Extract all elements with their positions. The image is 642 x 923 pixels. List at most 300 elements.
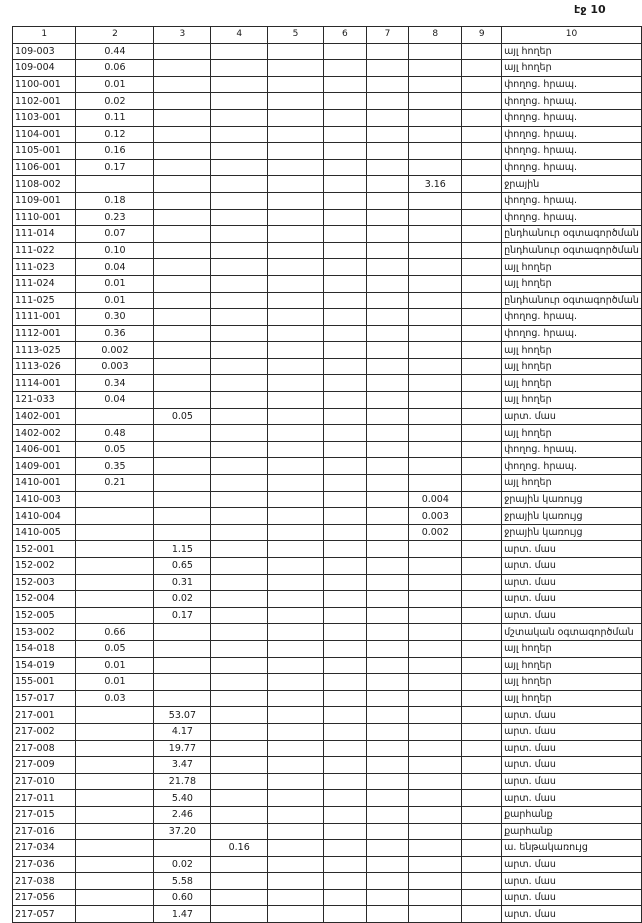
cell-col-3 <box>154 43 211 60</box>
cell-col-7 <box>366 292 409 309</box>
cell-col-7 <box>366 690 409 707</box>
cell-col-8 <box>409 640 462 657</box>
cell-col-1: 1100-001 <box>13 76 76 93</box>
table-row <box>13 209 642 226</box>
cell-col-6 <box>324 76 367 93</box>
cell-col-8 <box>409 607 462 624</box>
cell-col-4 <box>211 906 268 923</box>
cell-col-4 <box>211 889 268 906</box>
cell-col-1: 152-004 <box>13 591 76 608</box>
cell-col-3 <box>154 690 211 707</box>
table-row <box>13 109 642 126</box>
cell-col-1: 1102-001 <box>13 93 76 110</box>
cell-col-5 <box>268 292 324 309</box>
cell-col-4 <box>211 292 268 309</box>
cell-col-6 <box>324 723 367 740</box>
cell-col-1: 1104-001 <box>13 126 76 143</box>
table-row <box>13 392 642 409</box>
cell-col-6 <box>324 906 367 923</box>
table-row <box>13 806 642 823</box>
cell-col-10: արտ. մաս <box>502 541 642 558</box>
table-row <box>13 226 642 243</box>
cell-col-9 <box>462 508 502 525</box>
cell-col-10: արտ. մաս <box>502 790 642 807</box>
cell-col-4 <box>211 823 268 840</box>
cell-col-4 <box>211 624 268 641</box>
table-row <box>13 126 642 143</box>
cell-col-8 <box>409 292 462 309</box>
cell-col-10: արտ. մաս <box>502 773 642 790</box>
cell-col-9 <box>462 906 502 923</box>
cell-col-10: արտ. մաս <box>502 723 642 740</box>
cell-col-10: արտ. մաս <box>502 906 642 923</box>
cell-col-7 <box>366 408 409 425</box>
cell-col-7 <box>366 275 409 292</box>
cell-col-7 <box>366 209 409 226</box>
cell-col-9 <box>462 126 502 143</box>
table-row <box>13 574 642 591</box>
table-row <box>13 342 642 359</box>
cell-col-5 <box>268 375 324 392</box>
cell-col-5 <box>268 790 324 807</box>
column-header-9: 9 <box>462 27 502 44</box>
cell-col-3 <box>154 657 211 674</box>
cell-col-9 <box>462 93 502 110</box>
cell-col-3 <box>154 242 211 259</box>
cell-col-8 <box>409 342 462 359</box>
cell-col-5 <box>268 441 324 458</box>
table-row <box>13 591 642 608</box>
cell-col-7 <box>366 508 409 525</box>
cell-col-10: այլ հողեր <box>502 640 642 657</box>
table-row <box>13 176 642 193</box>
cell-col-7 <box>366 93 409 110</box>
cell-col-9 <box>462 309 502 326</box>
cell-col-4 <box>211 192 268 209</box>
cell-col-10: ընդհանուր օգտագործման <box>502 292 642 309</box>
cell-col-5 <box>268 458 324 475</box>
cell-col-3: 19.77 <box>154 740 211 757</box>
cell-col-8 <box>409 840 462 857</box>
cell-col-1: 217-034 <box>13 840 76 857</box>
cell-col-1: 217-010 <box>13 773 76 790</box>
cell-col-2: 0.12 <box>76 126 154 143</box>
cell-col-3 <box>154 425 211 442</box>
cell-col-5 <box>268 60 324 77</box>
cell-col-2 <box>76 757 154 774</box>
cell-col-1: 217-009 <box>13 757 76 774</box>
table-row <box>13 475 642 492</box>
cell-col-5 <box>268 342 324 359</box>
cell-col-9 <box>462 591 502 608</box>
cell-col-6 <box>324 309 367 326</box>
land-registry-table <box>12 26 642 923</box>
cell-col-3: 0.65 <box>154 558 211 575</box>
cell-col-9 <box>462 275 502 292</box>
cell-col-7 <box>366 740 409 757</box>
cell-col-4 <box>211 524 268 541</box>
cell-col-1: 1111-001 <box>13 309 76 326</box>
cell-col-6 <box>324 109 367 126</box>
table-row <box>13 856 642 873</box>
cell-col-8 <box>409 408 462 425</box>
cell-col-2: 0.16 <box>76 143 154 160</box>
cell-col-9 <box>462 458 502 475</box>
cell-col-4 <box>211 408 268 425</box>
cell-col-8 <box>409 375 462 392</box>
cell-col-10: այլ հողեր <box>502 425 642 442</box>
cell-col-2: 0.17 <box>76 159 154 176</box>
cell-col-8 <box>409 806 462 823</box>
column-header-10: 10 <box>502 27 642 44</box>
cell-col-8 <box>409 823 462 840</box>
cell-col-10: այլ հողեր <box>502 392 642 409</box>
cell-col-1: 152-002 <box>13 558 76 575</box>
cell-col-2: 0.03 <box>76 690 154 707</box>
cell-col-6 <box>324 408 367 425</box>
cell-col-4 <box>211 873 268 890</box>
cell-col-2 <box>76 873 154 890</box>
cell-col-8 <box>409 60 462 77</box>
cell-col-10: փողոց. հրապ. <box>502 458 642 475</box>
cell-col-3: 0.02 <box>154 591 211 608</box>
table-row <box>13 458 642 475</box>
cell-col-3 <box>154 840 211 857</box>
cell-col-3 <box>154 159 211 176</box>
cell-col-3 <box>154 275 211 292</box>
cell-col-8 <box>409 392 462 409</box>
cell-col-10: փողոց. հրապ. <box>502 209 642 226</box>
cell-col-2: 0.18 <box>76 192 154 209</box>
cell-col-4 <box>211 441 268 458</box>
cell-col-10: արտ. մաս <box>502 873 642 890</box>
cell-col-9 <box>462 209 502 226</box>
cell-col-5 <box>268 690 324 707</box>
cell-col-2: 0.002 <box>76 342 154 359</box>
cell-col-5 <box>268 159 324 176</box>
cell-col-8 <box>409 425 462 442</box>
cell-col-9 <box>462 856 502 873</box>
cell-col-4 <box>211 508 268 525</box>
cell-col-8: 0.004 <box>409 491 462 508</box>
cell-col-1: 1106-001 <box>13 159 76 176</box>
cell-col-2: 0.01 <box>76 275 154 292</box>
cell-col-10: այլ հողեր <box>502 690 642 707</box>
cell-col-1: 1103-001 <box>13 109 76 126</box>
cell-col-3 <box>154 192 211 209</box>
cell-col-8 <box>409 856 462 873</box>
cell-col-5 <box>268 640 324 657</box>
cell-col-7 <box>366 823 409 840</box>
cell-col-7 <box>366 558 409 575</box>
cell-col-1: 1110-001 <box>13 209 76 226</box>
cell-col-5 <box>268 873 324 890</box>
cell-col-5 <box>268 491 324 508</box>
cell-col-6 <box>324 806 367 823</box>
column-header-1: 1 <box>13 27 76 44</box>
cell-col-1: 217-001 <box>13 707 76 724</box>
cell-col-5 <box>268 707 324 724</box>
cell-col-4 <box>211 309 268 326</box>
cell-col-2: 0.04 <box>76 259 154 276</box>
cell-col-3 <box>154 126 211 143</box>
cell-col-3 <box>154 325 211 342</box>
cell-col-6 <box>324 441 367 458</box>
cell-col-5 <box>268 176 324 193</box>
column-header-2: 2 <box>76 27 154 44</box>
table-row <box>13 790 642 807</box>
cell-col-8 <box>409 143 462 160</box>
cell-col-1: 217-057 <box>13 906 76 923</box>
cell-col-9 <box>462 342 502 359</box>
cell-col-2 <box>76 607 154 624</box>
cell-col-3: 2.46 <box>154 806 211 823</box>
table-row <box>13 906 642 923</box>
cell-col-3 <box>154 674 211 691</box>
cell-col-1: 121-033 <box>13 392 76 409</box>
cell-col-3 <box>154 259 211 276</box>
cell-col-4 <box>211 209 268 226</box>
cell-col-4 <box>211 126 268 143</box>
cell-col-6 <box>324 375 367 392</box>
cell-col-9 <box>462 392 502 409</box>
cell-col-2 <box>76 707 154 724</box>
cell-col-5 <box>268 109 324 126</box>
cell-col-10: փողոց. հրապ. <box>502 109 642 126</box>
header-row <box>13 27 642 44</box>
cell-col-1: 1114-001 <box>13 375 76 392</box>
cell-col-6 <box>324 558 367 575</box>
cell-col-3 <box>154 292 211 309</box>
cell-col-3 <box>154 209 211 226</box>
cell-col-9 <box>462 292 502 309</box>
cell-col-8 <box>409 657 462 674</box>
cell-col-9 <box>462 226 502 243</box>
cell-col-9 <box>462 558 502 575</box>
table-row <box>13 325 642 342</box>
cell-col-10: այլ հողեր <box>502 358 642 375</box>
cell-col-10: փողոց. հրապ. <box>502 76 642 93</box>
cell-col-5 <box>268 524 324 541</box>
cell-col-5 <box>268 657 324 674</box>
cell-col-2 <box>76 408 154 425</box>
cell-col-9 <box>462 524 502 541</box>
cell-col-5 <box>268 408 324 425</box>
cell-col-6 <box>324 591 367 608</box>
cell-col-9 <box>462 176 502 193</box>
cell-col-6 <box>324 856 367 873</box>
cell-col-10: քարհանք <box>502 806 642 823</box>
cell-col-1: 154-019 <box>13 657 76 674</box>
cell-col-9 <box>462 375 502 392</box>
cell-col-5 <box>268 856 324 873</box>
cell-col-4 <box>211 109 268 126</box>
cell-col-7 <box>366 441 409 458</box>
table-row <box>13 43 642 60</box>
cell-col-6 <box>324 690 367 707</box>
cell-col-6 <box>324 425 367 442</box>
cell-col-2: 0.02 <box>76 93 154 110</box>
table-row <box>13 60 642 77</box>
cell-col-10: այլ հողեր <box>502 475 642 492</box>
table-row <box>13 259 642 276</box>
cell-col-7 <box>366 889 409 906</box>
cell-col-6 <box>324 823 367 840</box>
cell-col-3: 0.05 <box>154 408 211 425</box>
cell-col-6 <box>324 707 367 724</box>
cell-col-7 <box>366 325 409 342</box>
cell-col-1: 1409-001 <box>13 458 76 475</box>
cell-col-7 <box>366 640 409 657</box>
cell-col-2 <box>76 591 154 608</box>
cell-col-6 <box>324 873 367 890</box>
cell-col-4 <box>211 707 268 724</box>
cell-col-3: 0.17 <box>154 607 211 624</box>
cell-col-5 <box>268 541 324 558</box>
table-body <box>13 43 642 922</box>
cell-col-10: այլ հողեր <box>502 375 642 392</box>
cell-col-4 <box>211 358 268 375</box>
cell-col-10: ընդհանուր օգտագործման <box>502 226 642 243</box>
cell-col-9 <box>462 640 502 657</box>
cell-col-8 <box>409 740 462 757</box>
table-row <box>13 159 642 176</box>
cell-col-7 <box>366 342 409 359</box>
cell-col-4 <box>211 458 268 475</box>
cell-col-5 <box>268 242 324 259</box>
table-row <box>13 242 642 259</box>
cell-col-1: 1108-002 <box>13 176 76 193</box>
cell-col-4 <box>211 773 268 790</box>
cell-col-2: 0.01 <box>76 292 154 309</box>
cell-col-7 <box>366 475 409 492</box>
cell-col-9 <box>462 889 502 906</box>
table-row <box>13 143 642 160</box>
cell-col-1: 1113-026 <box>13 358 76 375</box>
column-header-4: 4 <box>211 27 268 44</box>
cell-col-2: 0.44 <box>76 43 154 60</box>
cell-col-4 <box>211 43 268 60</box>
cell-col-7 <box>366 109 409 126</box>
cell-col-5 <box>268 889 324 906</box>
cell-col-8: 0.003 <box>409 508 462 525</box>
cell-col-6 <box>324 358 367 375</box>
cell-col-4 <box>211 657 268 674</box>
cell-col-3: 5.58 <box>154 873 211 890</box>
cell-col-1: 1410-001 <box>13 475 76 492</box>
cell-col-9 <box>462 873 502 890</box>
cell-col-1: 152-001 <box>13 541 76 558</box>
cell-col-2: 0.05 <box>76 441 154 458</box>
cell-col-8 <box>409 209 462 226</box>
cell-col-8 <box>409 773 462 790</box>
cell-col-3: 1.15 <box>154 541 211 558</box>
cell-col-1: 1113-025 <box>13 342 76 359</box>
cell-col-5 <box>268 425 324 442</box>
cell-col-8 <box>409 873 462 890</box>
cell-col-6 <box>324 176 367 193</box>
cell-col-7 <box>366 192 409 209</box>
cell-col-8 <box>409 192 462 209</box>
cell-col-3: 0.31 <box>154 574 211 591</box>
cell-col-10: փողոց. հրապ. <box>502 309 642 326</box>
cell-col-2: 0.10 <box>76 242 154 259</box>
cell-col-2 <box>76 740 154 757</box>
cell-col-5 <box>268 723 324 740</box>
cell-col-10: արտ. մաս <box>502 607 642 624</box>
table-row <box>13 408 642 425</box>
cell-col-1: 1406-001 <box>13 441 76 458</box>
cell-col-6 <box>324 93 367 110</box>
cell-col-6 <box>324 840 367 857</box>
cell-col-10: արտ. մաս <box>502 757 642 774</box>
cell-col-6 <box>324 524 367 541</box>
table-row <box>13 873 642 890</box>
cell-col-9 <box>462 259 502 276</box>
cell-col-7 <box>366 392 409 409</box>
cell-col-10: ջրային <box>502 176 642 193</box>
cell-col-6 <box>324 226 367 243</box>
cell-col-7 <box>366 674 409 691</box>
cell-col-6 <box>324 740 367 757</box>
cell-col-9 <box>462 624 502 641</box>
cell-col-5 <box>268 840 324 857</box>
cell-col-9 <box>462 574 502 591</box>
cell-col-5 <box>268 624 324 641</box>
cell-col-9 <box>462 541 502 558</box>
cell-col-4 <box>211 806 268 823</box>
cell-col-10: արտ. մաս <box>502 574 642 591</box>
cell-col-2: 0.21 <box>76 475 154 492</box>
cell-col-3 <box>154 640 211 657</box>
cell-col-9 <box>462 690 502 707</box>
cell-col-3 <box>154 508 211 525</box>
cell-col-8 <box>409 76 462 93</box>
cell-col-6 <box>324 640 367 657</box>
cell-col-6 <box>324 126 367 143</box>
cell-col-9 <box>462 475 502 492</box>
cell-col-2 <box>76 889 154 906</box>
cell-col-5 <box>268 906 324 923</box>
cell-col-7 <box>366 873 409 890</box>
cell-col-2 <box>76 856 154 873</box>
column-header-8: 8 <box>409 27 462 44</box>
cell-col-10: մշտական օգտագործման <box>502 624 642 641</box>
cell-col-6 <box>324 889 367 906</box>
cell-col-9 <box>462 109 502 126</box>
cell-col-4 <box>211 591 268 608</box>
table-row <box>13 889 642 906</box>
table-row <box>13 192 642 209</box>
cell-col-10: փողոց. հրապ. <box>502 159 642 176</box>
cell-col-8 <box>409 126 462 143</box>
cell-col-10: այլ հողեր <box>502 657 642 674</box>
cell-col-2: 0.23 <box>76 209 154 226</box>
cell-col-7 <box>366 624 409 641</box>
cell-col-10: այլ հողեր <box>502 342 642 359</box>
table-row <box>13 524 642 541</box>
cell-col-6 <box>324 790 367 807</box>
cell-col-5 <box>268 740 324 757</box>
column-header-3: 3 <box>154 27 211 44</box>
cell-col-2 <box>76 558 154 575</box>
cell-col-6 <box>324 325 367 342</box>
cell-col-10: փողոց. հրապ. <box>502 143 642 160</box>
cell-col-6 <box>324 657 367 674</box>
cell-col-3 <box>154 458 211 475</box>
table-row <box>13 757 642 774</box>
cell-col-7 <box>366 159 409 176</box>
